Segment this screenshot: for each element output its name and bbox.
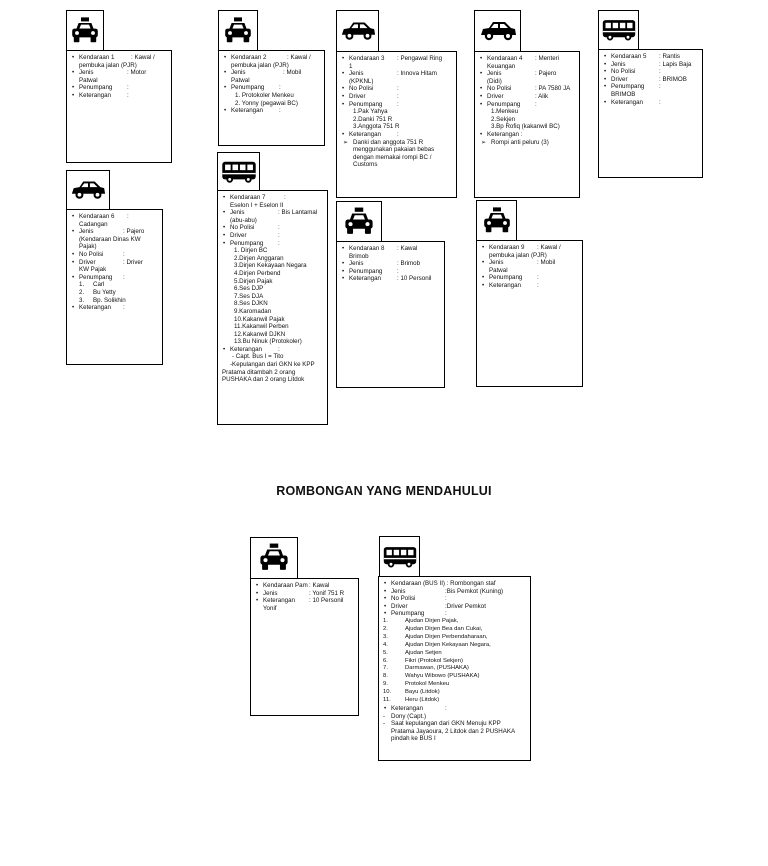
value: : [445,595,447,603]
value: : 10 Personil [397,275,432,283]
value: : 10 Personil [309,597,344,605]
arrow-icon: ➢ [481,138,487,146]
label: Kendaraan 5 [611,53,647,60]
passenger: 1.Menkeu [491,108,519,116]
vehicle-9-card [476,240,583,387]
value: : Kawal / [287,54,311,61]
passenger-number: 3. [383,633,388,640]
value: : Kawal / [537,244,561,251]
vehicle-3-card [336,51,457,198]
label: Jenis [230,209,245,217]
vehicle-5-bus-icon [598,10,639,50]
label: Driver [487,92,504,100]
passenger: Bu Yetty [93,288,116,296]
value-cont: pembuka jalan (PJR) [489,251,547,259]
passenger: Protokol Menkeu [405,681,450,688]
label: Driver [391,602,408,610]
passenger: 13.Bu Ninuk (Protokoler) [234,338,302,346]
passenger-number: 11. [383,697,391,704]
label: Kendaraan 8 [349,245,385,252]
value: : [445,704,447,712]
passenger: Carl [93,281,105,289]
value: : Pajero [535,70,557,78]
label: Keterangan [611,98,643,106]
value: : [278,345,280,353]
value-cont: pembuka jalan (PJR) [231,61,289,69]
label: Jenis [79,69,94,77]
passenger-number: 10. [383,689,392,696]
label: Kendaraan 3 [349,55,385,62]
label: Penumpang [349,267,383,275]
label: Kendaraan 1 [79,54,115,61]
passenger: 5.Dirjen Pajak [234,277,273,285]
value: : [659,83,661,91]
vehicle-1-taxi-icon [66,10,104,51]
passenger: Ajudan Setjen [405,649,442,656]
label: Jenis [349,260,364,268]
passenger: 1.Pak Yahya [353,108,388,116]
value-cont: (Didi) [487,77,502,85]
label: Penumpang [611,83,645,91]
passenger-number: 7. [383,665,388,672]
label: Jenis [611,60,626,68]
vehicle-2-card [218,50,325,146]
passenger: Ajudan Dirjen Kekayaan Negara, [405,641,491,648]
value: : [659,98,661,106]
label: Jenis [349,70,364,78]
note: Pratama ditambah 2 orang [222,368,296,376]
value: : [397,100,399,108]
label: Kendaraan 7 [230,194,266,201]
note: Pratama Jayaoura, 2 Litdok dan 2 PUSHAKA [391,727,516,735]
label: Kendaraan Pam [263,582,308,589]
passenger: 1. Protokoler Menkeu [235,91,294,99]
passenger: 6.Ses DJP [234,285,264,293]
note: Dony (Capt.) [391,712,427,720]
passenger: Ajudan Dirjen Perbendaharaan, [405,633,488,640]
passenger: Ajudan Dirjen Bea dan Cukai, [405,625,483,632]
value: : [123,250,125,258]
passenger: 2. Yonny (pegawai BC) [235,99,298,107]
vehicle-pam-taxi-icon [250,537,298,579]
label: Keterangan [349,275,381,283]
passenger: 8.Ses DJKN [234,300,268,308]
passenger-number: 6. [383,657,388,664]
label: Kendaraan 4 [487,55,523,62]
value: : Kawal [397,245,418,252]
passenger: Fikri (Protokol Sekjen) [405,657,463,664]
label: Penumpang [230,239,264,247]
value: : [127,84,129,92]
value: : [127,213,129,220]
passenger: Darmawan, (PUSHAKA) [405,665,469,672]
value: : [535,100,537,108]
value-cont: KW Pajak [79,266,107,274]
value: : [279,84,281,92]
passenger: 3.Anggota 751 R [353,123,400,131]
value-cont: Cadangan [79,220,108,228]
label: No Polisi [611,68,636,76]
vehicle-6-car-icon [66,170,110,210]
value-cont: Keuangan [487,62,516,70]
value-cont: BRIMOB [611,90,636,98]
vehicle-bus2-card [378,576,531,761]
value-cont: Brimob [349,252,369,260]
label: Driver [611,75,628,83]
passenger-number: 5. [383,649,388,656]
value: : Pengawal Ring [397,55,443,62]
label: Keterangan [489,281,521,289]
passenger-number: 2. [383,625,388,632]
value: : [127,91,129,99]
passenger: 11.Kakanwil Perben [234,323,289,331]
value: : [537,274,539,282]
passenger-number: 2. [79,288,85,296]
value: : [397,85,399,93]
value-cont: Patwal [231,76,250,84]
value-cont: Yonif [263,604,277,612]
label: Keterangan [79,304,111,312]
value: : [123,273,125,281]
label: Jenis [231,69,246,77]
passenger: 2.Dirjen Anggaran [234,254,284,262]
value: : PA 7580 JA [535,85,571,93]
note: pindah ke BUS I [391,735,436,743]
value: : [278,231,280,239]
passenger: 2.Danki 751 R [353,115,393,123]
passenger: Bp. Solikhin [93,296,126,304]
value: : Pajero [123,228,145,236]
value: : [659,68,661,76]
note: Rompi anti peluru (3) [491,138,549,146]
value: : Bis Lantamal [278,209,318,217]
label: Keterangan [230,345,262,353]
vehicle-2-taxi-icon [218,10,258,51]
dash: - [383,720,386,728]
label: Keterangan [349,130,381,138]
vehicle-9-taxi-icon [476,200,517,242]
value: : [397,130,399,138]
value: :Bis Pemkot (Kuning) [445,587,504,595]
label: No Polisi [487,85,512,93]
label: Penumpang [489,274,523,282]
value: : Mobil [283,69,302,77]
value-cont: (KPKNL) [349,77,374,85]
vehicle-6-card [66,209,163,365]
vehicle-7-bus-icon [217,152,260,191]
passenger-number: 1. [79,281,85,289]
vehicle-8-taxi-icon [336,201,382,243]
passenger: 3.Dirjen Kekayaan Negara [234,262,307,270]
label: • Kendaraan (BUS II) : Rombongan staf [383,580,525,588]
value-cont: (abu-abu) [230,216,257,224]
note: - Capt. Bus I = Tito [232,353,284,361]
note: PUSHAKA dan 2 orang Litdok [222,376,305,384]
value-cont: Patwal [489,266,508,274]
label: Jenis [391,587,406,595]
note: Danki dan anggota 751 R [353,138,424,146]
value: : Brimob [397,260,421,268]
label: Jenis [487,70,502,78]
vehicle-4-car-icon [474,10,521,52]
value-cont: 1 [349,62,353,70]
passenger-number: 4. [383,641,388,648]
vehicle-pam-card [250,578,359,716]
passenger: Heru (Litdok) [405,697,440,704]
passenger: Wahyu Wibowo (PUSHAKA) [405,673,480,680]
value: : Driver [123,258,143,266]
note: Saat kepulangan dari GKN Menuju KPP [391,720,501,728]
value-cont: Pajak) [79,243,97,251]
value: : Motor [127,69,147,77]
label: Penumpang [349,100,383,108]
passenger: 10.Kakanwil Pajak [234,315,285,323]
passenger: 2.Sekjen [491,115,516,123]
passenger: 12.Kakanwil DJKN [234,330,286,338]
label: Keterangan [263,597,295,605]
label: Driver [349,92,366,100]
value-cont: pembuka jalan (PJR) [79,61,137,69]
value: : [445,610,447,618]
value: : [123,304,125,312]
value: : [279,107,281,115]
passenger-number: 3. [79,296,85,304]
label: Kendaraan 2 [231,54,267,61]
arrow-icon: ➢ [343,138,349,146]
value: : [537,281,539,289]
value-cont: Patwal [79,76,98,84]
label: No Polisi [349,85,374,93]
value: : [284,194,286,201]
label: Keterangan [231,107,263,115]
label: No Polisi [391,595,416,603]
value: : Kawal [309,582,330,589]
section-title: ROMBONGAN YANG MENDAHULUI [276,484,492,498]
passenger: 9.Karomadan [234,307,272,315]
value: : Rantis [659,53,680,60]
vehicle-1-card [66,50,172,163]
label: Penumpang [79,273,113,281]
value: : Mobil [537,259,556,267]
label: Keterangan [391,704,423,712]
passenger-number: 9. [383,681,388,688]
note: Customs [353,161,378,169]
label: Kendaraan 6 [79,213,115,220]
note: -Kepulangan dari GKN ke KPP [230,361,315,369]
value: : [397,267,399,275]
value: : Kawal / [131,54,155,61]
passenger: Ajudan Dirjen Pajak, [405,617,459,624]
label: Penumpang [231,84,265,92]
vehicle-4-card [474,51,580,198]
passenger: 1. Dirjen BC [234,247,268,255]
vehicle-5-card [598,49,703,178]
label: Penumpang [487,100,521,108]
note: dengan memakai rompi BC / [353,153,432,161]
passenger-number: 1. [383,617,388,624]
value: : Yonif 751 R [309,589,345,597]
label: Penumpang [391,610,425,618]
value: : BRIMOB [659,75,687,83]
label: Penumpang [79,84,113,92]
value: : [278,224,280,232]
value: : [397,92,399,100]
value: :Driver Pemkot [445,602,486,610]
vehicle-7-card [217,190,328,425]
vehicle-3-car-icon [336,10,379,52]
passenger: 4.Dirjen Perbend [234,269,281,277]
label: No Polisi [79,250,104,258]
passenger-number: 8. [383,673,388,680]
label: Kendaraan 9 [489,244,525,251]
value: : Lapis Baja [659,60,692,68]
label: Jenis [79,228,94,236]
label: Jenis [489,259,504,267]
label: Driver [79,258,96,266]
value: : Menteri [535,55,560,62]
label: • Keterangan : [479,131,574,139]
label: Driver [230,231,247,239]
vehicle-bus2-bus-icon [379,536,420,577]
label: Keterangan [79,91,111,99]
value: : Alik [535,92,549,100]
passenger: Bayu (Litdok) [405,689,440,696]
value-cont: (Kendaraan Dinas KW [79,235,141,243]
note: menggunakan pakaian bebas [353,146,435,154]
value: : [278,239,280,247]
value: : Innova Hitam [397,70,437,78]
passenger: 3.Bp Rofiq (kakanwil BC) [491,123,560,131]
value-cont: Eselon I + Eselon II [230,201,284,209]
label: No Polisi [230,224,255,232]
dash: - [383,712,386,720]
label: Jenis [263,589,278,597]
passenger: 7.Ses DJA [234,292,264,300]
vehicle-8-card [336,241,445,388]
